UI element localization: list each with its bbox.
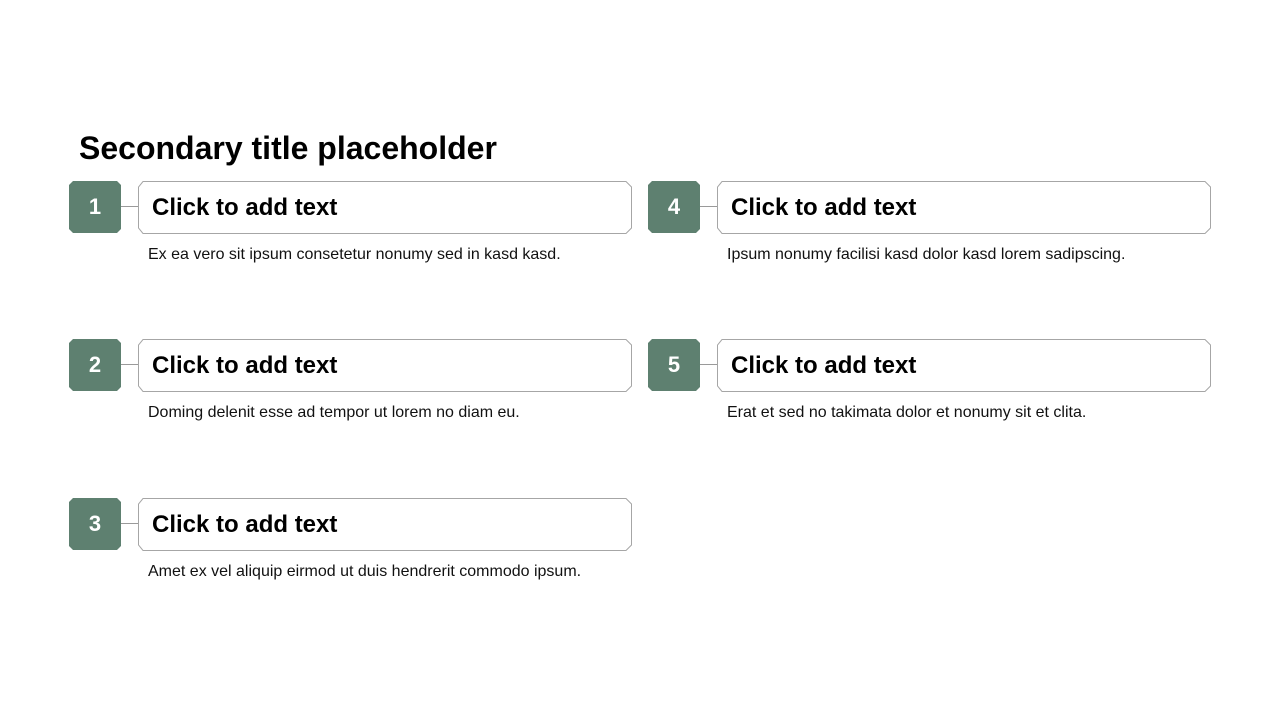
badge-number: 1 — [88, 194, 102, 219]
badge-number: 5 — [667, 352, 681, 377]
text-box[interactable] — [717, 181, 1211, 234]
slide-title[interactable]: Secondary title placeholder — [79, 130, 497, 166]
connector-line — [121, 364, 138, 365]
box-heading[interactable]: Click to add text — [152, 352, 338, 379]
box-heading[interactable]: Click to add text — [731, 194, 917, 221]
list-item — [69, 498, 632, 608]
box-heading[interactable]: Click to add text — [731, 352, 917, 379]
connector-line — [700, 364, 717, 365]
item-description[interactable]: Ipsum nonumy facilisi kasd dolor kasd lorem sadipscing. — [727, 246, 1126, 263]
text-box[interactable] — [138, 181, 632, 234]
number-badge — [69, 498, 121, 550]
connector-line — [121, 206, 138, 207]
number-badge — [648, 181, 700, 233]
list-item — [69, 181, 632, 291]
number-badge — [69, 339, 121, 391]
item-description[interactable]: Doming delenit esse ad tempor ut lorem no diam eu. — [148, 404, 520, 421]
number-badge — [69, 181, 121, 233]
item-description[interactable]: Ex ea vero sit ipsum consetetur nonumy sed in kasd kasd. — [148, 246, 561, 263]
list-item — [648, 339, 1211, 449]
badge-number: 2 — [88, 352, 102, 377]
box-heading[interactable]: Click to add text — [152, 511, 338, 538]
badge-number: 4 — [667, 194, 681, 219]
list-item — [69, 339, 632, 449]
connector-line — [121, 523, 138, 524]
number-badge — [648, 339, 700, 391]
item-description[interactable]: Erat et sed no takimata dolor et nonumy sit et clita. — [727, 404, 1087, 421]
text-box[interactable] — [717, 339, 1211, 392]
list-item — [648, 181, 1211, 291]
text-box[interactable] — [138, 498, 632, 551]
item-description[interactable]: Amet ex vel aliquip eirmod ut duis hendrerit commodo ipsum. — [148, 563, 582, 580]
connector-line — [700, 206, 717, 207]
badge-number: 3 — [88, 511, 102, 536]
text-box[interactable] — [138, 339, 632, 392]
box-heading[interactable]: Click to add text — [152, 194, 338, 221]
